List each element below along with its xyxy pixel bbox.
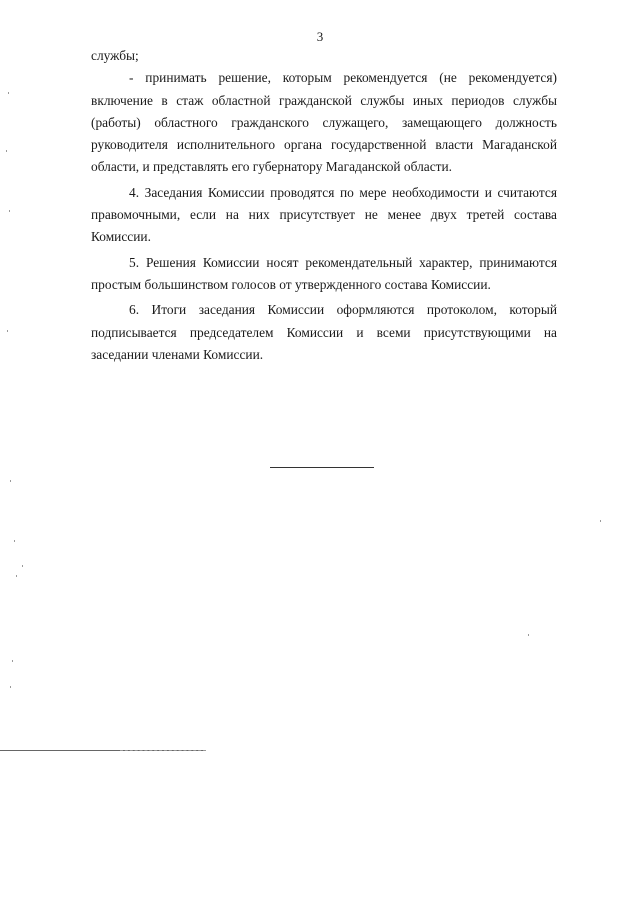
scan-speck — [22, 565, 23, 567]
paragraph-item-6: 6. Итоги заседания Комиссии оформляются протоколом, который подписывается председателем Комиссии и всеми присутствующими на заседании членами Комиссии. — [91, 302, 557, 362]
scan-speck — [8, 92, 9, 94]
scan-speck — [16, 575, 17, 577]
scan-speck — [600, 520, 601, 522]
page-number: 3 — [316, 29, 324, 44]
paragraph-item-4: 4. Заседания Комиссии проводятся по мере необходимости и считаются правомочными, если на них присутствует не менее двух третей состава Комиссии. — [91, 184, 557, 245]
scan-speck — [14, 540, 15, 542]
scan-speck — [6, 150, 7, 152]
paragraph-item-5: 5. Решения Комиссии носят рекомендательный характер, принимаются простым большинством голосов от утвержденного состава Комиссии. — [91, 254, 557, 292]
scan-speck — [528, 634, 529, 636]
paragraph-bullet-decision: - принимать решение, которым рекомендуется (не рекомендуется) включение в стаж областной гражданской службы иных периодов службы (работы) областного гражданского служащего, замещающего должность руководителя исполнительного органа государственной власти Магаданской области, и представлять его губернатору Магаданской области. — [91, 70, 557, 175]
scan-speck — [10, 480, 11, 482]
scan-artifact-dash — [120, 750, 206, 751]
scan-speck — [12, 660, 13, 662]
paragraph-continuation: службы; — [91, 48, 139, 63]
scan-speck — [10, 686, 11, 688]
end-of-text-rule — [270, 467, 374, 468]
document-body — [91, 45, 557, 366]
scan-speck — [9, 210, 10, 212]
scan-speck — [7, 330, 8, 332]
